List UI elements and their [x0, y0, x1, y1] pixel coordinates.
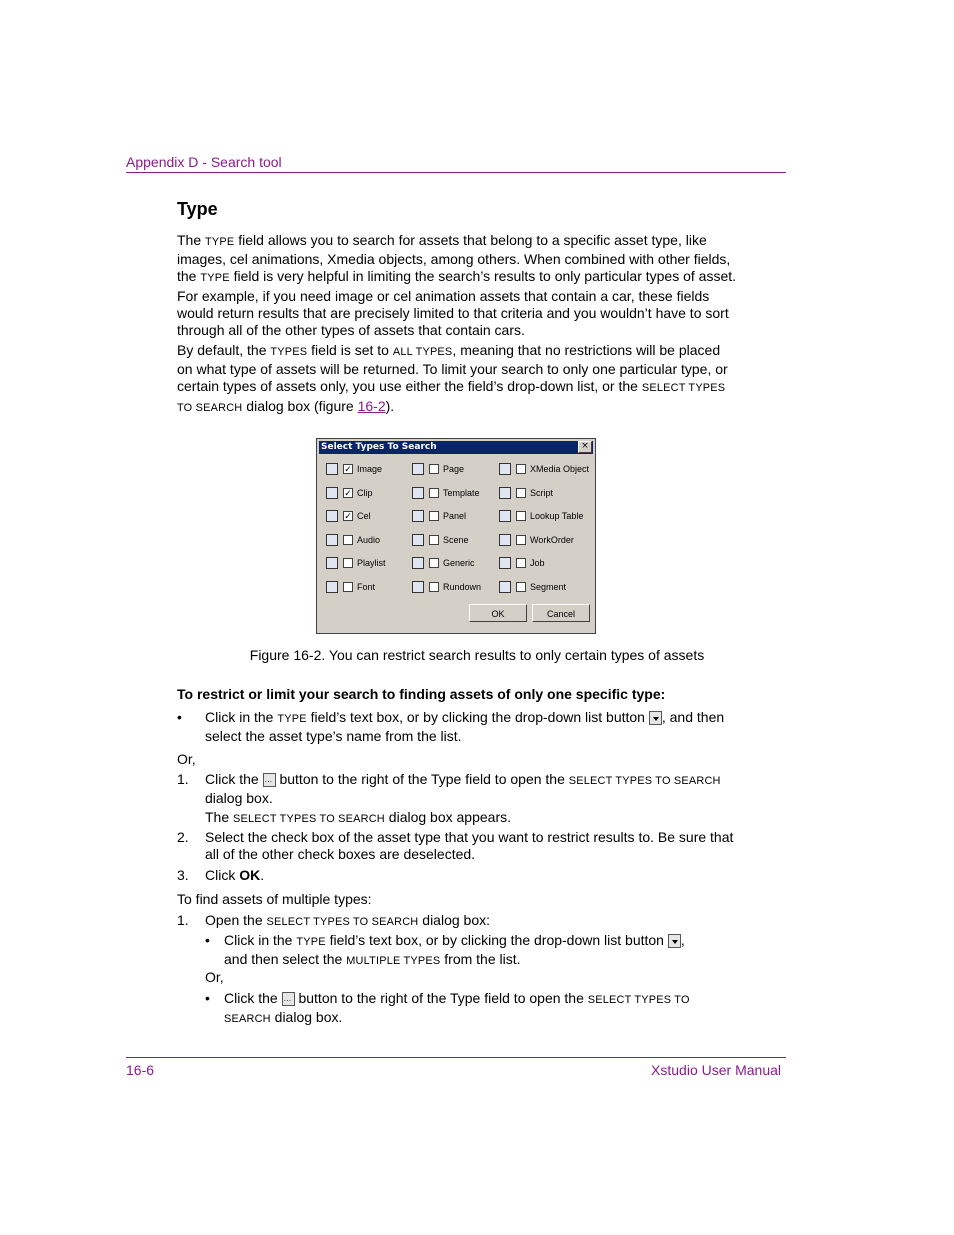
label: WorkOrder [530, 535, 574, 545]
checkbox[interactable] [343, 535, 353, 545]
label: Page [443, 464, 465, 474]
close-button[interactable]: × [578, 441, 592, 453]
step-item [205, 912, 745, 931]
figure-caption: Figure 16-2. You can restrict search results to only certain types of assets [249, 647, 705, 663]
bullet-item [205, 709, 745, 745]
audio-icon [326, 534, 338, 546]
text: dialog box: [418, 912, 490, 928]
text: The [177, 232, 206, 248]
workorder-icon [499, 534, 511, 546]
checkbox[interactable] [516, 488, 526, 498]
text: The [205, 809, 234, 825]
text: dialog box appears. [384, 809, 511, 825]
checkbox[interactable] [429, 488, 439, 498]
label: Panel [443, 511, 467, 521]
dropdown-arrow-icon [668, 934, 681, 948]
checkbox[interactable] [343, 558, 353, 568]
label: Playlist [357, 558, 386, 568]
rundown-icon [412, 581, 424, 593]
text: By default, the [177, 342, 271, 358]
label: Audio [357, 535, 381, 545]
text: Click the [224, 990, 282, 1006]
bullet-mark: • [205, 990, 210, 1006]
text: Open the [205, 912, 267, 928]
smallcaps-dialog-name: SELECT TYPES TO SEARCH [568, 775, 721, 787]
text: dialog box. [205, 790, 273, 807]
text: ). [385, 397, 395, 414]
text: field is very helpful in limiting the search’s results to only particular types of asset. For example, if you need image or cel animation assets that contain a car, these fields would return results that are precisely limited to that criteria and you wouldn’t have to sort through all of the other types of assets that contain cars. [177, 268, 737, 339]
bullet-mark: • [205, 932, 210, 948]
dropdown-arrow-icon [649, 711, 662, 725]
page-icon [412, 463, 424, 475]
step-number: 2. [177, 829, 189, 845]
smallcaps-type: TYPE [200, 272, 230, 285]
text: Click the [205, 771, 263, 787]
template-icon [412, 487, 424, 499]
text: dialog box (figure [242, 397, 358, 414]
step-item [205, 771, 745, 807]
playlist-icon [326, 557, 338, 569]
generic-icon [412, 557, 424, 569]
checkbox[interactable] [516, 535, 526, 545]
checkbox[interactable] [516, 464, 526, 474]
text: , [680, 932, 685, 948]
or-text: Or, [205, 969, 224, 985]
label: Rundown [443, 582, 482, 592]
text: dialog box. [270, 1009, 343, 1026]
dialog-title-bar [319, 441, 593, 454]
label: Lookup Table [530, 511, 584, 521]
smallcaps-all-types: ALL TYPES [392, 346, 453, 358]
manual-title: Xstudio User Manual [651, 1062, 781, 1078]
label: Font [357, 582, 376, 592]
smallcaps-dialog-name: SELECT TYPES TO SEARCH [233, 813, 385, 825]
text: . [260, 867, 265, 883]
label: Segment [530, 582, 567, 592]
label: Cel [357, 511, 371, 521]
ok-button[interactable]: OK [469, 604, 527, 622]
checkbox[interactable] [429, 464, 439, 474]
running-header [126, 154, 786, 173]
text: button to the right of the Type field to open the [275, 771, 569, 787]
checkbox[interactable]: ✓ [344, 464, 352, 474]
step-number: 3. [177, 867, 189, 883]
smallcaps-dialog-name: SELECT TYPES TO SEARCH [266, 916, 419, 928]
text: from the list. [440, 951, 521, 968]
or-text: Or, [177, 751, 196, 767]
checkbox[interactable] [429, 582, 439, 592]
checkbox[interactable] [343, 582, 353, 592]
header-text: Appendix D - Search tool [126, 154, 282, 170]
text: Click in the [224, 932, 297, 948]
script-icon [499, 487, 511, 499]
panel-icon [412, 510, 424, 522]
label: XMedia Object [530, 464, 590, 474]
running-footer [126, 1057, 786, 1078]
page-number: 16-6 [126, 1062, 155, 1078]
text: Click [205, 867, 240, 883]
segment-icon [499, 581, 511, 593]
image-icon [326, 463, 338, 475]
step-number: 1. [177, 912, 189, 928]
label: Template [443, 488, 480, 498]
text: field is set to [307, 342, 393, 358]
bullet-mark: • [177, 709, 182, 725]
smallcaps-type: TYPE [296, 936, 326, 948]
sub-bullet-item [224, 990, 744, 1028]
checkbox[interactable] [429, 558, 439, 568]
checkbox[interactable]: ✓ [344, 511, 352, 521]
text: Click in the [205, 709, 278, 725]
scene-icon [412, 534, 424, 546]
label: Image [357, 464, 383, 474]
lookup-table-icon [499, 510, 511, 522]
text: all of the other check boxes are deselected. [205, 846, 476, 863]
checkbox[interactable] [429, 511, 439, 521]
label: Scene [443, 535, 469, 545]
smallcaps-types: TYPES [270, 346, 308, 358]
text: field allows you to search for assets that belong to a specific asset type, like images, cel animations, Xmedia objects, among others. When combined with other fields, the [177, 232, 731, 285]
step-number: 1. [177, 771, 189, 787]
procedure-heading: To restrict or limit your search to finding assets of only one specific type: [177, 686, 666, 702]
font-icon [326, 581, 338, 593]
bold-ok: OK [239, 867, 261, 883]
text: button to the right of the Type field to open the [294, 990, 588, 1006]
text: , and then [661, 709, 725, 725]
smallcaps-type: TYPE [277, 713, 307, 725]
browse-button-icon [263, 773, 276, 787]
checkbox[interactable] [516, 511, 526, 521]
sub-bullet-item [224, 932, 744, 970]
clip-icon [326, 487, 338, 499]
checkbox[interactable] [516, 558, 526, 568]
smallcaps-dialog-name: SELECT TYPES TO SEARCH [177, 382, 726, 414]
figure-link[interactable]: 16-2 [357, 397, 386, 414]
multi-intro: To find assets of multiple types: [177, 891, 372, 907]
browse-button-icon [282, 992, 295, 1006]
step-result [205, 809, 745, 828]
label: Generic [443, 558, 475, 568]
text: field’s text box, or by clicking the drop-down list button [325, 932, 668, 948]
smallcaps-dialog-name: SEARCH [224, 1013, 271, 1026]
smallcaps-multiple-types: MULTIPLE TYPES [346, 955, 441, 968]
label: Clip [357, 488, 373, 498]
text: and then select the [224, 951, 347, 968]
step-item [205, 867, 745, 884]
paragraph-defaults [177, 342, 737, 417]
section-heading: Type [177, 199, 218, 219]
checkbox[interactable] [429, 535, 439, 545]
paragraph-type-intro [177, 232, 737, 339]
label: Script [530, 488, 554, 498]
checkbox[interactable] [516, 582, 526, 592]
text: , meaning that no restrictions will be placed on what type of assets will be returned. To limit your search to only one particular type, or certain types of assets only, you use either the field’s drop-down list, or the [177, 342, 728, 395]
text: select the asset type’s name from the list. [205, 728, 462, 745]
xmedia-object-icon [499, 463, 511, 475]
cancel-button[interactable]: Cancel [532, 604, 590, 622]
checkbox[interactable]: ✓ [344, 488, 352, 498]
dialog-title: Select Types To Search [321, 442, 437, 452]
job-icon [499, 557, 511, 569]
text: field’s text box, or by clicking the drop-down list button [306, 709, 649, 725]
step-item [205, 829, 745, 863]
text: Select the check box of the asset type that you want to restrict results to. Be sure that [205, 829, 734, 845]
smallcaps-dialog-name: SELECT TYPES TO [587, 994, 690, 1006]
smallcaps-type: TYPE [205, 236, 235, 248]
cel-icon [326, 510, 338, 522]
label: Job [530, 558, 545, 568]
